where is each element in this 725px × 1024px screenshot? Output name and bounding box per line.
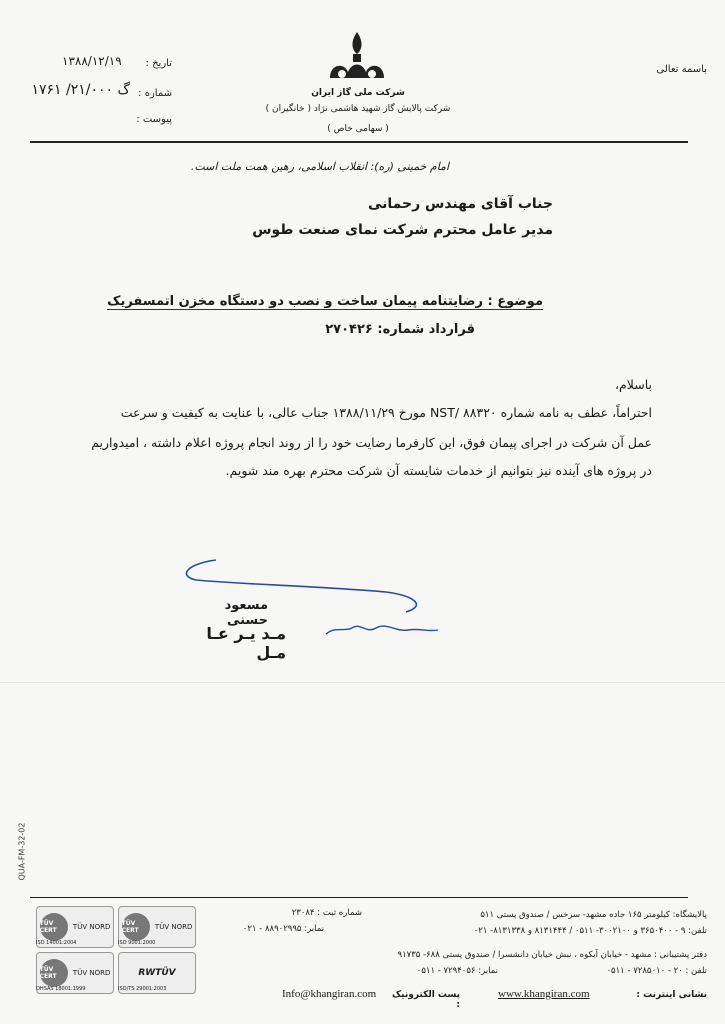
header-divider bbox=[30, 141, 688, 143]
subject-line: موضوع : رضایتنامه پیمان ساخت و نصب دو دستگاه مخزن اتمسفریک bbox=[107, 294, 543, 309]
body-line-3: در پروژه های آینده نیز بتوانیم از خدمات شایسته آن شرکت محترم بهره مند شویم. bbox=[225, 463, 652, 478]
registration-number: شماره ثبت : ۲۳۰۸۴ bbox=[291, 908, 362, 918]
tuv-cert-icon: TÜV CERT bbox=[122, 913, 150, 941]
refinery-name: شرکت پالایش گاز شهید هاشمی نژاد ( خانگیران ) bbox=[265, 104, 451, 114]
office-fax: نمابر: ۷۲۹۴۰۵۶ - ۰۵۱۱ bbox=[416, 966, 498, 976]
recipient-title: مدیر عامل محترم شرکت نمای صنعت طوس bbox=[252, 222, 553, 238]
iso9001-label: ISO 9001:2000 bbox=[118, 940, 156, 946]
date-value: ۱۳۸۸/۱۲/۱۹ bbox=[62, 54, 122, 68]
plant-fax: نمابر: ۸۸۹۰۲۹۹۵ - ۰۲۱ bbox=[242, 924, 324, 934]
signer-name: مسعود حسنی bbox=[224, 598, 268, 628]
signer-title: مـد یـر عـا مـل bbox=[206, 624, 286, 662]
tuv-cert-icon: TÜV CERT bbox=[40, 959, 68, 987]
office-address: دفتر پشتیبانی : مشهد - خیابان آبکوه ، نبش خیابان دانشسرا / صندوق پستی ۶۸۸- ۹۱۷۳۵ bbox=[397, 950, 707, 960]
recipient-name: جناب آقای مهندس رحمانی bbox=[367, 196, 553, 212]
ohsas-label: OHSAS 18001:1999 bbox=[36, 986, 86, 992]
number-label: شماره : bbox=[138, 88, 172, 99]
office-phone: تلفن : ۲۰ - ۷۲۸۵۰۱۰ - ۰۵۱۱ bbox=[606, 966, 707, 976]
body-line-1: احتراماً، عطف به نامه شماره NST/ ۸۸۳۲۰ مورخ ۱۳۸۸/۱۱/۲۹ جناب عالی، با عنایت به کیفیت و سرعت bbox=[120, 405, 652, 420]
date-label: تاریخ : bbox=[145, 58, 172, 69]
nigc-logo-icon bbox=[322, 28, 392, 86]
company-type: ( سهامی خاص ) bbox=[327, 124, 389, 134]
iso14001-label: ISO 14001:2004 bbox=[36, 940, 77, 946]
tuv-cert-icon: TÜV CERT bbox=[40, 913, 68, 941]
email-label: پست الکترونیک : bbox=[391, 990, 460, 1010]
cert-ohsas-logo: TÜV CERT TÜV NORD bbox=[36, 952, 114, 994]
greeting: باسمه تعالی bbox=[656, 64, 707, 75]
cert-iso9001-logo: TÜV CERT TÜV NORD bbox=[118, 906, 196, 948]
salutation: باسلام، bbox=[615, 377, 652, 392]
website-label: نشانی اینترنت : bbox=[636, 990, 707, 1000]
number-value: گ ۲۱/۰۰۰/ ۱۷۶۱ bbox=[31, 82, 130, 98]
contract-number: قرارداد شماره: ۲۷۰۴۲۶ bbox=[325, 322, 475, 337]
company-name: شرکت ملی گاز ایران bbox=[311, 88, 405, 98]
plant-phone: تلفن: ۹ - ۳۶۵۰۴۰۰ و ۳۰۰۲۱۰۰- ۰۵۱۱ / ۸۱۳۱۴۴۴ و ۸۱۳۱۳۳۸- ۰۲۱ bbox=[473, 926, 707, 936]
motto: امام خمینی (ره): انقلاب اسلامی، رهین همت ملت است. bbox=[190, 160, 449, 173]
paper-fold bbox=[0, 682, 725, 683]
attachment-label: پیوست : bbox=[136, 114, 172, 125]
website-link[interactable]: www.khangiran.com bbox=[498, 988, 590, 1000]
body-line-2: عمل آن شرکت در اجرای پیمان فوق، این کارفرما رضایت خود را از روند انجام پروژه اعلام داشته ، امیدواریم bbox=[91, 435, 652, 450]
cert-rwtuv-logo: RWTÜV bbox=[118, 952, 196, 994]
footer-divider bbox=[30, 897, 688, 898]
cert-iso14001-logo: TÜV CERT TÜV NORD bbox=[36, 906, 114, 948]
email-link[interactable]: Info@khangiran.com bbox=[282, 988, 377, 1000]
iso-ts-label: ISO/TS 29001:2003 bbox=[118, 986, 167, 992]
plant-address: پالایشگاه: کیلومتر ۱۶۵ جاده مشهد- سرخس / صندوق پستی ۵۱۱ bbox=[480, 910, 707, 920]
form-code: QUA-FM-32-02 bbox=[17, 822, 27, 881]
